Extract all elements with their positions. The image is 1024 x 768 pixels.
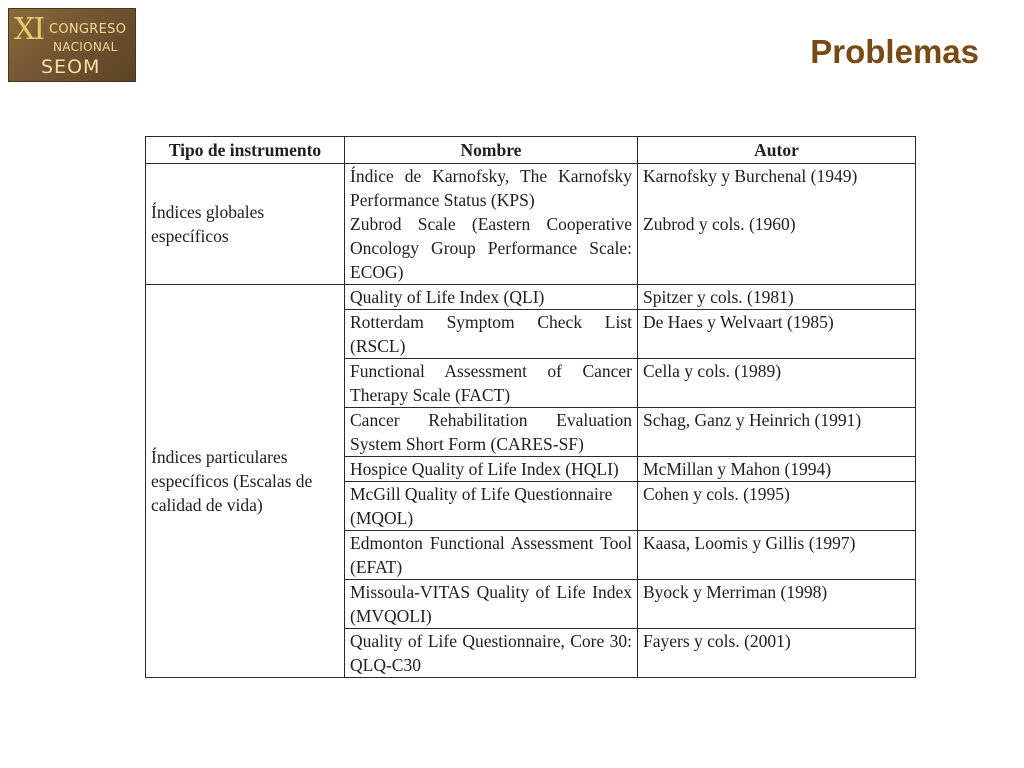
author-spacer [643,188,910,212]
author-qli: Spitzer y cols. (1981) [638,285,916,310]
name-cares-sf: Cancer Rehabilitation Evaluation System Short Form (CARES-SF) [345,408,638,457]
author-cares-sf: Schag, Ganz y Heinrich (1991) [638,408,916,457]
instruments-table [145,136,916,678]
name-efat: Edmonton Functional Assessment Tool (EFAT) [345,531,638,580]
type-global: Índices globales específicos [146,164,345,285]
congress-logo [8,8,136,82]
author-karnofsky: Karnofsky y Burchenal (1949) [643,166,858,186]
table-header-row [146,137,916,164]
author-efat: Kaasa, Loomis y Gillis (1997) [638,531,916,580]
logo-line-nacional: NACIONAL [53,40,118,54]
header-type: Tipo de instrumento [146,137,345,164]
header-name: Nombre [345,137,638,164]
author-mqol: Cohen y cols. (1995) [638,482,916,531]
name-mqol: McGill Quality of Life Questionnaire (MQOL) [345,482,638,531]
name-rscl: Rotterdam Symptom Check List (RSCL) [345,310,638,359]
logo-line-seom: SEOM [41,56,101,78]
author-fact: Cella y cols. (1989) [638,359,916,408]
header-author: Autor [638,137,916,164]
author-mvqoli: Byock y Merriman (1998) [638,580,916,629]
name-karnofsky: Índice de Karnofsky, The Karnofsky Performance Status (KPS) [350,166,632,210]
logo-roman-numeral: XI [14,12,44,47]
name-zubrod: Zubrod Scale (Eastern Cooperative Oncology Group Performance Scale: ECOG) [350,214,632,282]
author-zubrod: Zubrod y cols. (1960) [643,214,796,234]
name-hqli: Hospice Quality of Life Index (HQLI) [345,457,638,482]
author-hqli: McMillan y Mahon (1994) [638,457,916,482]
instruments-table-container [145,136,916,678]
type-particular: Índices particulares específicos (Escalas de calidad de vida) [146,285,345,678]
author-qlq-c30: Fayers y cols. (2001) [638,629,916,678]
table-row [146,164,916,285]
author-rscl: De Haes y Welvaart (1985) [638,310,916,359]
table-row [146,285,916,310]
logo-line-congreso: CONGRESO [49,22,127,37]
name-qlq-c30: Quality of Life Questionnaire, Core 30: QLQ-C30 [345,629,638,678]
name-fact: Functional Assessment of Cancer Therapy Scale (FACT) [345,359,638,408]
author-cell [638,164,916,285]
name-cell [345,164,638,285]
name-mvqoli: Missoula-VITAS Quality of Life Index (MVQOLI) [345,580,638,629]
name-qli: Quality of Life Index (QLI) [345,285,638,310]
page-title: Problemas [810,33,979,70]
